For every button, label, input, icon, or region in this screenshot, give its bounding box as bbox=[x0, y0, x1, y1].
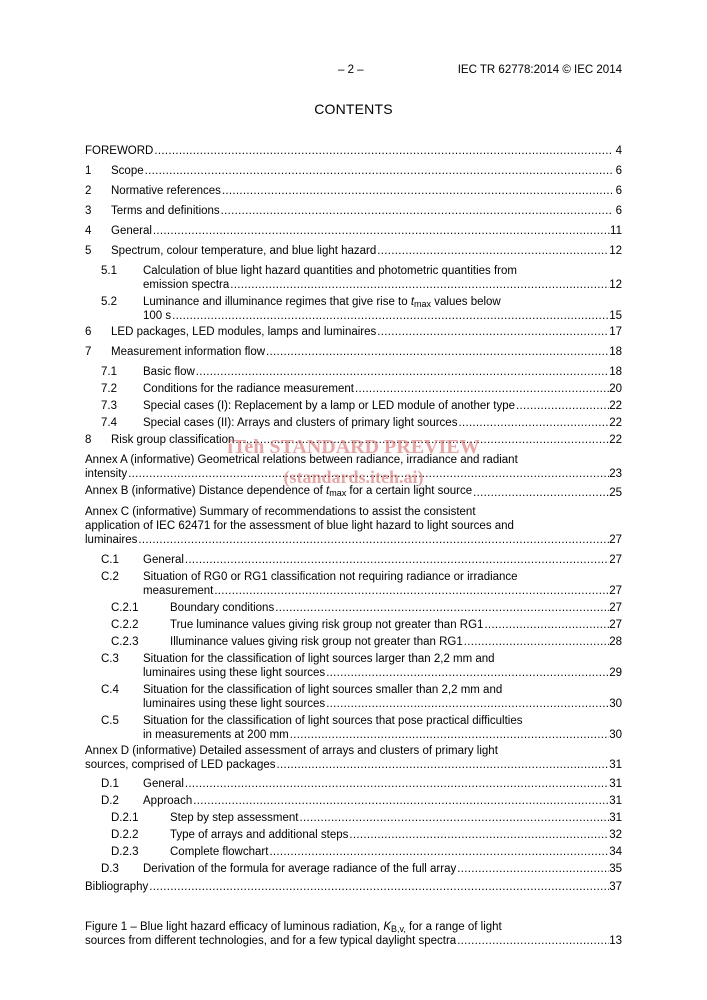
toc-entry-page: 37 bbox=[609, 881, 622, 893]
dot-leader bbox=[128, 467, 609, 481]
toc-entry[interactable] bbox=[85, 618, 622, 632]
toc-entry-title: Basic flow bbox=[143, 366, 195, 378]
toc-entry-page: 30 bbox=[609, 698, 622, 710]
toc-entry[interactable] bbox=[85, 184, 622, 198]
toc-entry-page: 31 bbox=[609, 778, 622, 790]
toc-entry[interactable] bbox=[85, 828, 622, 842]
toc-entry-title: Approach bbox=[143, 795, 193, 807]
toc-entry[interactable] bbox=[85, 345, 622, 359]
toc-entry-title: Scope bbox=[111, 165, 144, 177]
toc-entry-page: 27 bbox=[609, 585, 622, 597]
dot-leader bbox=[275, 601, 609, 615]
toc-entry-title: Special cases (II): Arrays and clusters of primary light sources bbox=[143, 417, 458, 429]
toc-entry-number: 7.4 bbox=[101, 417, 117, 429]
toc-entry-number: 5.2 bbox=[101, 296, 117, 308]
toc-entry[interactable] bbox=[85, 325, 622, 339]
toc-entry-number: 6 bbox=[85, 326, 92, 338]
toc-entry-page: 12 bbox=[609, 279, 622, 291]
toc-entry-page: 27 bbox=[609, 602, 622, 614]
toc-entry-page: 17 bbox=[609, 326, 622, 338]
toc-entry-title: Luminance and illuminance regimes that give rise to $t_{max}$ values below bbox=[143, 296, 501, 309]
toc-entry-number: 5 bbox=[85, 245, 92, 257]
toc-entry[interactable] bbox=[85, 224, 622, 238]
toc-entry[interactable] bbox=[85, 244, 622, 258]
toc-entry-number: D.2.1 bbox=[111, 812, 139, 824]
toc-entry-number: 7.2 bbox=[101, 383, 117, 395]
toc-entry[interactable] bbox=[85, 652, 622, 680]
toc-entry[interactable] bbox=[85, 683, 622, 711]
toc-entry-number: C.4 bbox=[101, 684, 119, 696]
dot-leader bbox=[299, 811, 609, 825]
dot-leader bbox=[153, 224, 610, 238]
toc-entry-title: General bbox=[143, 554, 184, 566]
toc-entry-title: Situation of RG0 or RG1 classification not requiring radiance or irradiance bbox=[143, 571, 518, 583]
toc-entry-title: measurement bbox=[143, 585, 214, 597]
dot-leader bbox=[457, 934, 609, 948]
dot-leader bbox=[154, 144, 612, 158]
toc-entry-title: General bbox=[143, 778, 184, 790]
toc-entry-number: 7.3 bbox=[101, 400, 117, 412]
toc-entry-page: 18 bbox=[609, 346, 622, 358]
toc-entry-number: D.2.3 bbox=[111, 846, 139, 858]
toc-entry-title: Risk group classification bbox=[111, 434, 235, 446]
dot-leader bbox=[377, 325, 609, 339]
dot-leader bbox=[326, 697, 609, 711]
toc-entry-number: 7 bbox=[85, 346, 92, 358]
dot-leader bbox=[464, 635, 609, 649]
toc-entry[interactable] bbox=[85, 920, 622, 948]
toc-entry-title: Situation for the classification of light sources smaller than 2,2 mm and bbox=[143, 684, 503, 696]
toc-entry[interactable] bbox=[85, 264, 622, 292]
dot-leader bbox=[290, 728, 609, 742]
toc-entry[interactable] bbox=[85, 845, 622, 859]
toc-entry-title: Type of arrays and additional steps bbox=[170, 829, 349, 841]
toc-entry-number: D.3 bbox=[101, 863, 119, 875]
toc-entry-title: Spectrum, colour temperature, and blue light hazard bbox=[111, 245, 377, 257]
toc-entry[interactable] bbox=[85, 635, 622, 649]
toc-entry-number: C.2.3 bbox=[111, 636, 139, 648]
dot-leader bbox=[172, 309, 609, 323]
toc-entry[interactable] bbox=[85, 382, 622, 396]
toc-entry-number: C.1 bbox=[101, 554, 119, 566]
toc-entry-title: Annex A (informative) Geometrical relations between radiance, irradiance and radiant bbox=[85, 454, 518, 466]
toc-entry-page: 18 bbox=[609, 366, 622, 378]
toc-entry-title: Annex D (informative) Detailed assessment of arrays and clusters of primary light bbox=[85, 745, 498, 757]
toc-entry-page: 35 bbox=[609, 863, 622, 875]
toc-entry-page: 27 bbox=[609, 619, 622, 631]
dot-leader bbox=[377, 244, 609, 258]
toc-entry-number: 8 bbox=[85, 434, 92, 446]
toc-entry-page: 20 bbox=[609, 383, 622, 395]
toc-entry[interactable] bbox=[85, 862, 622, 876]
dot-leader bbox=[355, 382, 609, 396]
toc-entry-title: luminaires bbox=[85, 534, 138, 546]
toc-entry-page: 31 bbox=[609, 759, 622, 771]
toc-entry-title: Figure 1 – Blue light hazard efficacy of luminous radiation, $K_{B,v,}$ for a range of light bbox=[85, 921, 502, 934]
toc-entry-page: 34 bbox=[609, 846, 622, 858]
dot-leader bbox=[221, 204, 612, 218]
toc-entry-title: LED packages, LED modules, lamps and luminaires bbox=[111, 326, 377, 338]
toc-entry[interactable] bbox=[85, 880, 622, 894]
toc-entry-page: 29 bbox=[609, 667, 622, 679]
toc-entry[interactable] bbox=[85, 777, 622, 791]
toc-entry-title: intensity bbox=[85, 468, 128, 480]
toc-entry-page: 25 bbox=[609, 487, 622, 499]
toc-entry-page: 27 bbox=[609, 554, 622, 566]
toc-entry-title: luminaires using these light sources bbox=[143, 667, 326, 679]
toc-entry[interactable] bbox=[85, 570, 622, 598]
toc-entry-title: True luminance values giving risk group not greater than RG1 bbox=[170, 619, 484, 631]
dot-leader bbox=[484, 618, 609, 632]
dot-leader bbox=[185, 553, 609, 567]
dot-leader bbox=[516, 399, 609, 413]
toc-entry[interactable] bbox=[85, 365, 622, 379]
dot-leader bbox=[457, 862, 609, 876]
watermark-line-2: (standards.iteh.ai) bbox=[283, 467, 424, 487]
toc-entry-title: Conditions for the radiance measurement bbox=[143, 383, 354, 395]
toc-entry-title: Situation for the classification of light sources larger than 2,2 mm and bbox=[143, 653, 495, 665]
toc-entry-title: 100 s bbox=[143, 310, 172, 322]
dot-leader bbox=[235, 433, 609, 447]
toc-entry-number: 7.1 bbox=[101, 366, 117, 378]
toc-entry-page: 22 bbox=[609, 434, 622, 446]
toc-entry-page: 28 bbox=[609, 636, 622, 648]
dot-leader bbox=[230, 278, 609, 292]
toc-entry-page: 23 bbox=[609, 468, 622, 480]
toc-entry-number: 5.1 bbox=[101, 265, 117, 277]
toc-entry-page: 6 bbox=[615, 185, 622, 197]
toc-entry-page: 22 bbox=[609, 400, 622, 412]
toc-entry[interactable] bbox=[85, 601, 622, 615]
toc-entry-title: Boundary conditions bbox=[170, 602, 275, 614]
toc-entry[interactable] bbox=[85, 453, 622, 481]
toc-entry-title: Measurement information flow bbox=[111, 346, 266, 358]
toc-entry[interactable] bbox=[85, 744, 622, 772]
dot-leader bbox=[326, 666, 609, 680]
toc-entry[interactable] bbox=[85, 295, 622, 323]
toc-entry-title: Calculation of blue light hazard quantities and photometric quantities from bbox=[143, 265, 517, 277]
toc-entry[interactable] bbox=[85, 553, 622, 567]
header-page-number: – 2 – bbox=[338, 64, 364, 76]
dot-leader bbox=[185, 777, 609, 791]
dot-leader bbox=[145, 164, 612, 178]
toc-entry-title: Normative references bbox=[111, 185, 221, 197]
dot-leader bbox=[196, 365, 609, 379]
toc-entry-number: C.2.1 bbox=[111, 602, 139, 614]
toc-entry-title: emission spectra bbox=[143, 279, 230, 291]
toc-entry-title: Terms and definitions bbox=[111, 205, 220, 217]
page-title: CONTENTS bbox=[314, 101, 393, 117]
dot-leader bbox=[276, 758, 609, 772]
toc-entry-page: 32 bbox=[609, 829, 622, 841]
dot-leader bbox=[149, 880, 609, 894]
toc-entry-number: C.5 bbox=[101, 715, 119, 727]
dot-leader bbox=[349, 828, 609, 842]
toc-entry-title: Step by step assessment bbox=[170, 812, 299, 824]
toc-entry-page: 22 bbox=[609, 417, 622, 429]
toc-entry-number: D.1 bbox=[101, 778, 119, 790]
toc-entry[interactable] bbox=[85, 204, 622, 218]
toc-entry-number: 4 bbox=[85, 225, 92, 237]
toc-entry[interactable] bbox=[85, 714, 622, 742]
toc-entry-page: 30 bbox=[609, 729, 622, 741]
toc-entry[interactable] bbox=[85, 164, 622, 178]
dot-leader bbox=[193, 794, 609, 808]
toc-entry-page: 13 bbox=[609, 935, 622, 947]
header-document-id: IEC TR 62778:2014 © IEC 2014 bbox=[457, 64, 622, 76]
toc-entry-title: Situation for the classification of light sources that pose practical difficulties bbox=[143, 715, 523, 727]
toc-entry[interactable] bbox=[85, 486, 622, 500]
dot-leader bbox=[222, 184, 612, 198]
toc-entry-number: D.2.2 bbox=[111, 829, 139, 841]
toc-entry[interactable] bbox=[85, 399, 622, 413]
watermark-line-1: iTeh STANDARD PREVIEW bbox=[227, 436, 480, 458]
toc-entry-title: Annex B (informative) Distance dependence of $t_{max}$ for a certain light source bbox=[85, 485, 473, 498]
dot-leader bbox=[138, 533, 609, 547]
toc-entry-number: 3 bbox=[85, 205, 92, 217]
toc-entry-number: D.2 bbox=[101, 795, 119, 807]
toc-entry-page: 31 bbox=[609, 795, 622, 807]
toc-entry-number: C.3 bbox=[101, 653, 119, 665]
toc-entry[interactable] bbox=[85, 505, 622, 547]
toc-entry[interactable] bbox=[85, 433, 622, 447]
toc-entry-title: sources, comprised of LED packages bbox=[85, 759, 276, 771]
dot-leader bbox=[473, 486, 609, 500]
toc-entry-title: Special cases (I): Replacement by a lamp or LED module of another type bbox=[143, 400, 516, 412]
toc-entry-title: Derivation of the formula for average radiance of the full array bbox=[143, 863, 457, 875]
toc-entry-title: Complete flowchart bbox=[170, 846, 269, 858]
toc-entry[interactable] bbox=[85, 794, 622, 808]
toc-entry[interactable] bbox=[85, 416, 622, 430]
dot-leader bbox=[214, 584, 609, 598]
toc-entry-title: FOREWORD bbox=[85, 145, 154, 157]
toc-entry-title: General bbox=[111, 225, 152, 237]
toc-entry-title: Annex C (informative) Summary of recommendations to assist the consistent bbox=[85, 506, 476, 518]
toc-entry-title: sources from different technologies, and for a few typical daylight spectra bbox=[85, 935, 457, 947]
toc-entry-page: 31 bbox=[609, 812, 622, 824]
toc-entry-title: Illuminance values giving risk group not greater than RG1 bbox=[170, 636, 463, 648]
toc-entry[interactable] bbox=[85, 144, 622, 158]
dot-leader bbox=[269, 845, 609, 859]
toc-entry-page: 6 bbox=[615, 165, 622, 177]
dot-leader bbox=[266, 345, 609, 359]
toc-entry-number: 2 bbox=[85, 185, 92, 197]
toc-entry-number: C.2.2 bbox=[111, 619, 139, 631]
toc-entry-number: 1 bbox=[85, 165, 92, 177]
toc-entry-page: 27 bbox=[609, 534, 622, 546]
toc-entry-page: 6 bbox=[615, 205, 622, 217]
dot-leader bbox=[458, 416, 609, 430]
toc-entry[interactable] bbox=[85, 811, 622, 825]
toc-entry-title: Bibliography bbox=[85, 881, 149, 893]
toc-entry-page: 15 bbox=[609, 310, 622, 322]
toc-entry-number: C.2 bbox=[101, 571, 119, 583]
toc-entry-page: 4 bbox=[615, 145, 622, 157]
toc-entry-title: luminaires using these light sources bbox=[143, 698, 326, 710]
toc-entry-title: application of IEC 62471 for the assessment of blue light hazard to light sources and bbox=[85, 520, 514, 532]
toc-entry-title: in measurements at 200 mm bbox=[143, 729, 289, 741]
toc-entry-page: 11 bbox=[610, 225, 622, 237]
toc-entry-page: 12 bbox=[609, 245, 622, 257]
